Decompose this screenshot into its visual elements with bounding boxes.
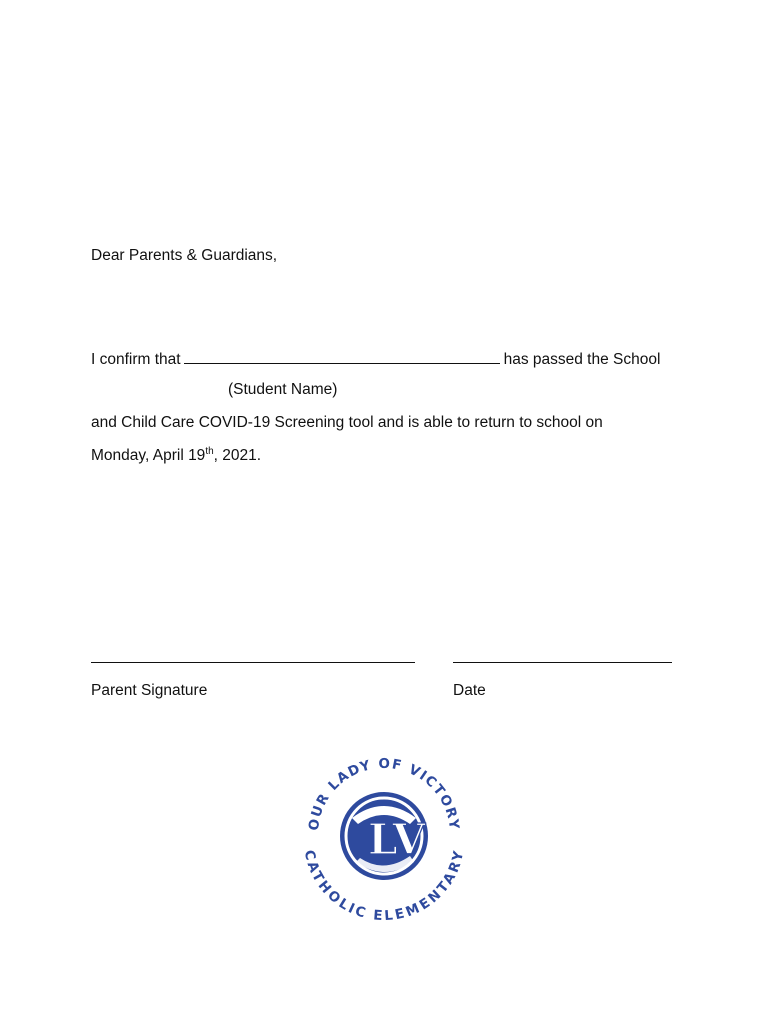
logo-monogram: LV xyxy=(368,815,426,864)
return-date-superscript: th xyxy=(205,445,214,457)
logo-bottom-arc-text: CATHOLIC ELEMENTARY xyxy=(301,848,467,924)
confirm-line xyxy=(91,348,660,370)
greeting-text: Dear Parents & Guardians, xyxy=(91,247,278,264)
confirm-suffix: has passed the School xyxy=(503,351,661,368)
student-name-field[interactable] xyxy=(184,348,500,364)
return-date-suffix: , 2021. xyxy=(213,447,262,464)
date-label: Date xyxy=(453,682,486,699)
parent-signature-line[interactable] xyxy=(91,662,415,663)
parent-signature-label: Parent Signature xyxy=(91,682,208,699)
school-logo xyxy=(300,748,468,924)
screening-text: and Child Care COVID-19 Screening tool and is able to return to school on xyxy=(91,414,603,431)
return-date-text xyxy=(91,446,261,466)
student-name-label: (Student Name) xyxy=(228,381,338,398)
confirm-prefix: I confirm that xyxy=(91,351,181,368)
return-date-prefix: Monday, April 19 xyxy=(91,447,206,464)
date-line[interactable] xyxy=(453,662,672,663)
logo-emblem xyxy=(340,792,428,880)
logo-top-arc-text: OUR LADY OF VICTORY xyxy=(305,755,463,832)
